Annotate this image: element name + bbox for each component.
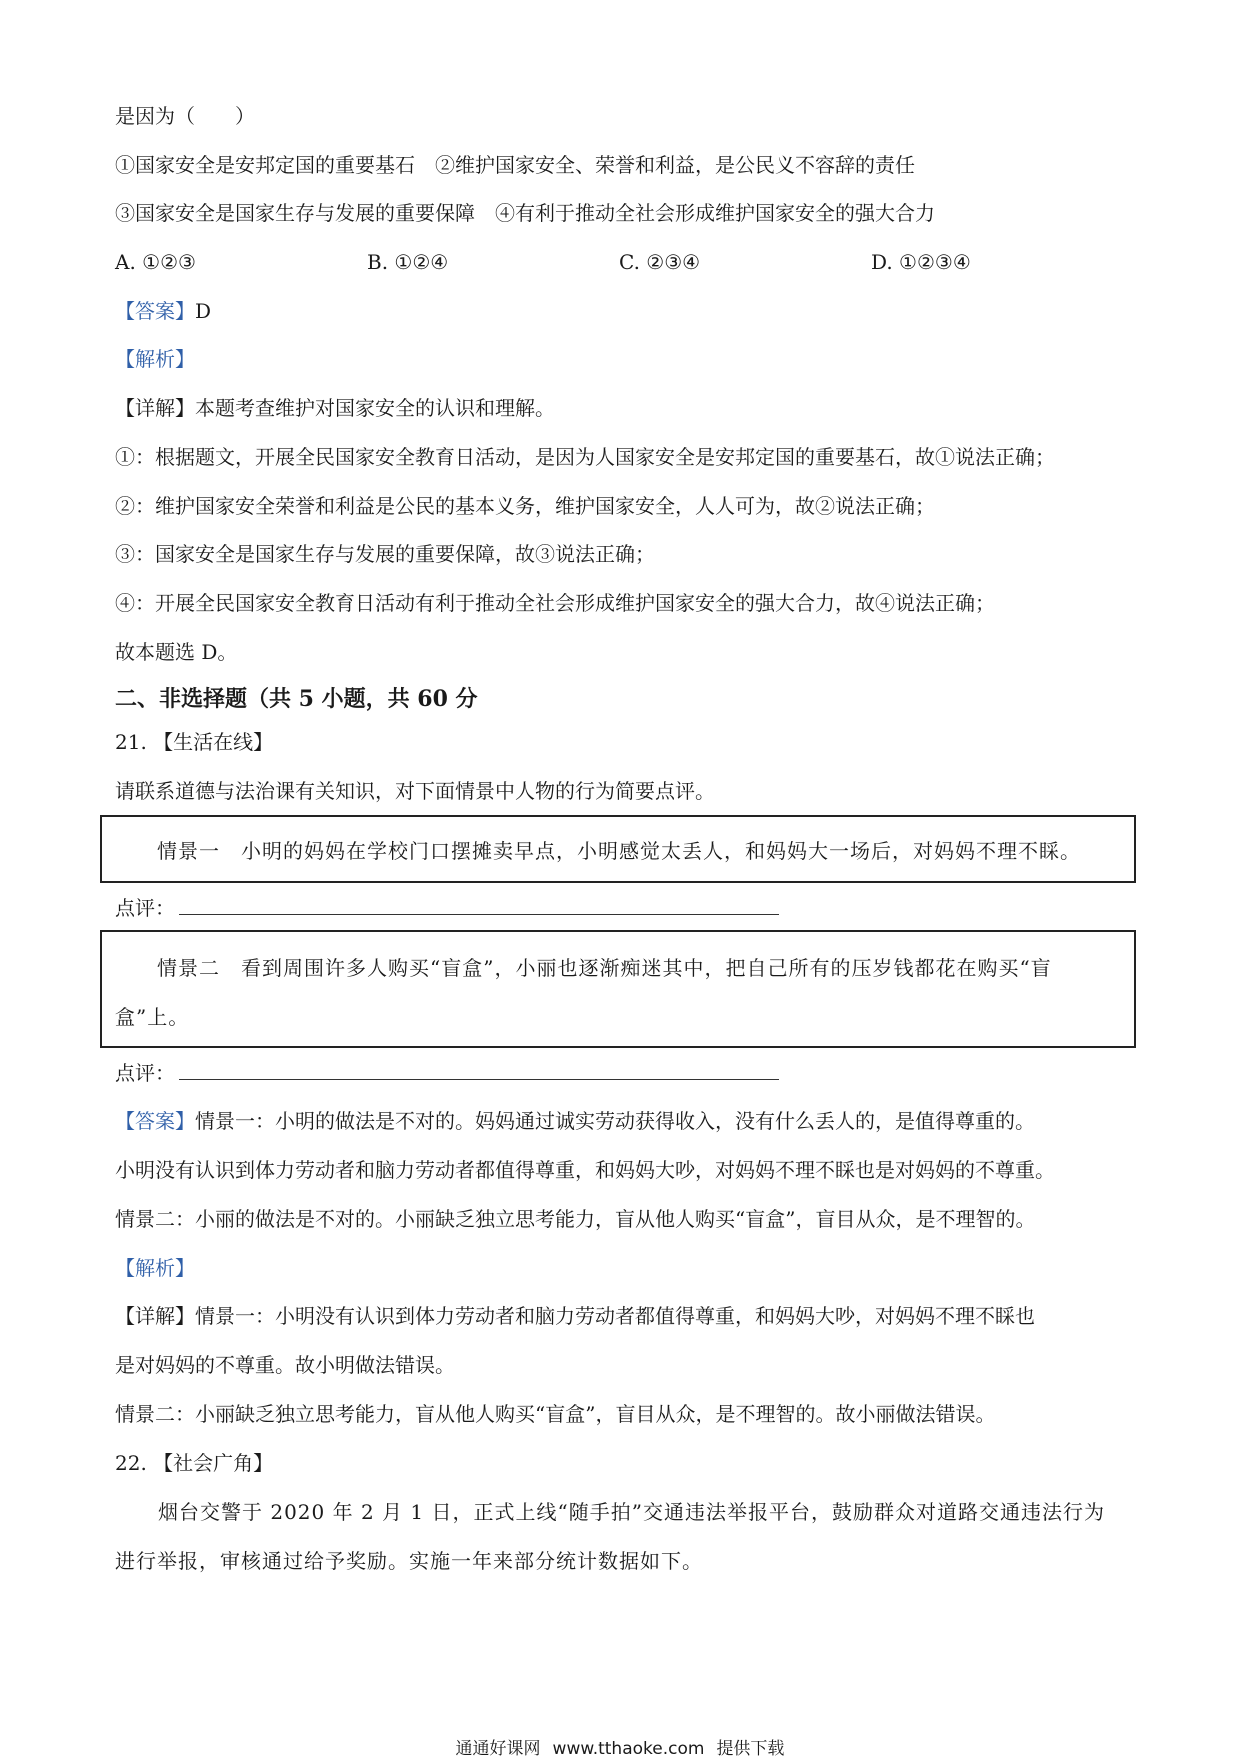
answer-value: D xyxy=(195,299,212,323)
q21-analysis-tag: 【解析】 xyxy=(115,1256,195,1280)
q20-statement-2: ③国家安全是国家生存与发展的重要保障 ④有利于推动全社会形成维护国家安全的强大合力 xyxy=(115,201,935,225)
q20-detail-4: ③：国家安全是国家生存与发展的重要保障，故③说法正确； xyxy=(115,542,655,566)
q21-prompt: 请联系道德与法治课有关知识，对下面情景中人物的行为简要点评。 xyxy=(115,779,715,803)
comment-label: 点评： xyxy=(115,1061,175,1085)
q21-answer-1: 【答案】情景一：小明的做法是不对的。妈妈通过诚实劳动获得收入，没有什么丢人的，是值得尊重的。 xyxy=(115,1109,1035,1133)
q21-detail-1: 【详解】情景一：小明没有认识到体力劳动者和脑力劳动者都值得尊重，和妈妈大吵，对妈妈不理不睬也 xyxy=(115,1304,1035,1328)
comment-blank xyxy=(179,894,779,915)
q20-conclusion: 故本题选 D。 xyxy=(115,640,238,664)
option-d: D. ①②③④ xyxy=(871,250,971,274)
q20-detail-5: ④：开展全民国家安全教育日活动有利于推动全社会形成维护国家安全的强大合力，故④说法正确； xyxy=(115,591,995,615)
q22-title: 22. 【社会广角】 xyxy=(115,1451,274,1475)
answer-tag: 【答案】 xyxy=(115,1109,195,1133)
option-c: C. ②③④ xyxy=(619,250,701,274)
footer-suffix: 提供下载 xyxy=(716,1739,785,1759)
q21-answer-3: 情景二：小丽的做法是不对的。小丽缺乏独立思考能力，盲从他人购买“盲盒”，盲目从众，是不理智的。 xyxy=(115,1207,1036,1231)
comment-2 xyxy=(115,1059,779,1087)
footer-site-name: 通通好课网 xyxy=(455,1739,541,1759)
page-footer xyxy=(0,1734,1240,1759)
answer-tag: 【答案】 xyxy=(115,299,195,323)
q20-detail-3: ②：维护国家安全荣誉和利益是公民的基本义务，维护国家安全，人人可为，故②说法正确； xyxy=(115,494,935,518)
footer-url[interactable]: www.tthaoke.com xyxy=(552,1739,705,1759)
q20-options xyxy=(115,248,1115,276)
q21-title: 21. 【生活在线】 xyxy=(115,730,274,754)
q21-detail-2: 是对妈妈的不尊重。故小明做法错误。 xyxy=(115,1353,455,1377)
q20-statement-1: ①国家安全是安邦定国的重要基石 ②维护国家安全、荣誉和利益，是公民义不容辞的责任 xyxy=(115,153,915,177)
q20-detail-2: ①：根据题文，开展全民国家安全教育日活动，是因为人国家安全是安邦定国的重要基石，故①说法正确； xyxy=(115,445,1055,469)
q20-analysis-tag: 【解析】 xyxy=(115,347,195,371)
scene-2-line-2: 盒”上。 xyxy=(115,1005,190,1029)
scene-2-box xyxy=(100,930,1136,1048)
q21-detail-3: 情景二：小丽缺乏独立思考能力，盲从他人购买“盲盒”，盲目从众，是不理智的。故小丽做法错误。 xyxy=(115,1402,996,1426)
comment-1 xyxy=(115,894,779,922)
q20-answer xyxy=(115,297,211,325)
scene-2-line-1: 情景二 看到周围许多人购买“盲盒”，小丽也逐渐痴迷其中，把自己所有的压岁钱都花在购买“盲 xyxy=(157,956,1052,980)
q22-para-2: 进行举报，审核通过给予奖励。实施一年来部分统计数据如下。 xyxy=(115,1549,703,1573)
detail-tag: 【详解】 xyxy=(115,396,195,420)
q20-stem-end: 是因为（ ） xyxy=(115,104,255,128)
comment-label: 点评： xyxy=(115,896,175,920)
option-b: B. ①②④ xyxy=(367,250,449,274)
section-heading: 二、非选择题（共 5 小题，共 60 分 xyxy=(115,686,478,712)
scene-1-text: 情景一 小明的妈妈在学校门口摆摊卖早点，小明感觉太丢人，和妈妈大一场后，对妈妈不理不睬。 xyxy=(157,839,1081,863)
scene-1-box xyxy=(100,815,1136,883)
detail-tag: 【详解】 xyxy=(115,1304,195,1328)
q22-para-1: 烟台交警于 2020 年 2 月 1 日，正式上线“随手拍”交通违法举报平台，鼓励群众对道路交通违法行为 xyxy=(158,1500,1105,1524)
q20-detail-1: 【详解】本题考查维护对国家安全的认识和理解。 xyxy=(115,396,555,420)
option-a: A. ①②③ xyxy=(115,250,196,274)
q21-answer-2: 小明没有认识到体力劳动者和脑力劳动者都值得尊重，和妈妈大吵，对妈妈不理不睬也是对妈妈的不尊重。 xyxy=(115,1158,1055,1182)
comment-blank xyxy=(179,1059,779,1080)
